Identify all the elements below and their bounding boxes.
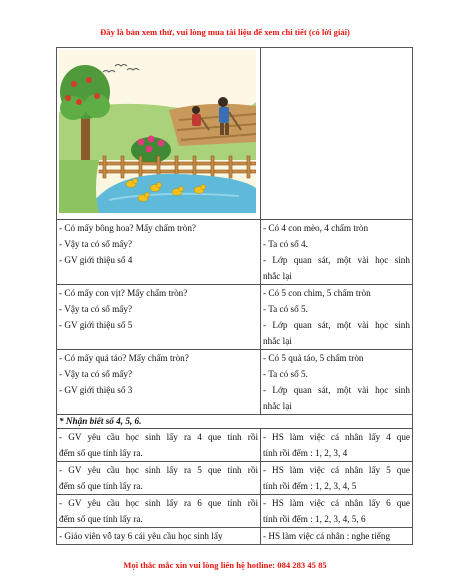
- section-heading-row: [57, 415, 413, 429]
- activity-row: [57, 495, 413, 528]
- preview-notice: Đây là bản xem thử, vui lòng mua tài liệu để xem chi tiết (có lời giải): [100, 27, 350, 37]
- text-line: nhắc lại: [263, 336, 292, 346]
- empty-cell: [261, 48, 413, 220]
- hotline-notice: Mọi thắc mắc xin vui lòng liên hệ hotline: 084 283 45 85: [123, 560, 327, 570]
- text-line: đếm số que tính lấy ra.: [59, 448, 143, 458]
- teacher-cell: [57, 285, 261, 350]
- teacher-cell: [57, 350, 261, 415]
- text-line: - Giáo viên vỗ tay 6 cái yêu cầu học sinh lấy: [59, 531, 223, 541]
- text-line: - Có mấy bông hoa? Mấy chấm tròn?: [59, 223, 197, 233]
- question-row: [57, 220, 413, 285]
- text-line: - GV yêu cầu học sinh lấy ra 6 que tính rồi: [59, 498, 258, 508]
- question-row: [57, 285, 413, 350]
- text-line: đếm số que tính lấy ra.: [59, 514, 143, 524]
- text-line: - GV giới thiệu số 3: [59, 385, 133, 395]
- text-line: - Vậy ta có số mấy?: [59, 239, 133, 249]
- text-line: tính rồi đếm : 1, 2, 3, 4, 5: [263, 481, 357, 491]
- student-cell: [261, 429, 413, 462]
- text-line: - Có mấy con vịt? Mấy chấm tròn?: [59, 288, 188, 298]
- student-cell: [261, 528, 413, 545]
- text-line: - HS làm việc cá nhân lấy 4 que: [263, 432, 410, 442]
- text-line: tính rồi đếm : 1, 2, 3, 4: [263, 448, 348, 458]
- teacher-cell: [57, 220, 261, 285]
- teacher-cell: [57, 462, 261, 495]
- text-line: - Có 5 quả táo, 5 chấm tròn: [263, 353, 364, 363]
- text-line: - Ta có số 5.: [263, 304, 308, 314]
- text-line: - Có mấy quả táo? Mấy chấm tròn?: [59, 353, 189, 363]
- garden-illustration: [59, 50, 256, 213]
- text-line: đếm số que tính lấy ra.: [59, 481, 143, 491]
- text-line: nhắc lại: [263, 271, 292, 281]
- teacher-cell: [57, 495, 261, 528]
- question-row: [57, 350, 413, 415]
- text-line: - Ta có số 5.: [263, 369, 308, 379]
- activity-row: [57, 429, 413, 462]
- teacher-cell: [57, 429, 261, 462]
- lesson-table: [56, 47, 413, 545]
- text-line: - Lớp quan sát, một vài học sinh: [263, 320, 410, 330]
- section-heading: * Nhận biết số 4, 5, 6.: [57, 415, 413, 429]
- text-line: - HS làm việc cá nhân : nghe tiếng: [263, 531, 391, 541]
- teacher-cell: [57, 528, 261, 545]
- text-line: - HS làm việc cá nhân lấy 5 que: [263, 465, 410, 475]
- text-line: - GV yêu cầu học sinh lấy ra 5 que tính rồi: [59, 465, 258, 475]
- student-cell: [261, 495, 413, 528]
- activity-row: [57, 462, 413, 495]
- text-line: - GV giới thiệu số 4: [59, 255, 133, 265]
- text-line: - HS làm việc cá nhân lấy 6 que: [263, 498, 410, 508]
- text-line: nhắc lại: [263, 401, 292, 411]
- text-line: - GV yêu cầu học sinh lấy ra 4 que tính rồi: [59, 432, 258, 442]
- text-line: - Có 5 con chim, 5 chấm tròn: [263, 288, 371, 298]
- student-cell: [261, 462, 413, 495]
- text-line: tính rồi đếm : 1, 2, 3, 4, 5, 6: [263, 514, 366, 524]
- text-line: - Ta có số 4.: [263, 239, 308, 249]
- text-line: - Lớp quan sát, một vài học sinh: [263, 385, 410, 395]
- text-line: - Vậy ta có số mấy?: [59, 369, 133, 379]
- student-cell: [261, 220, 413, 285]
- activity-row: [57, 528, 413, 545]
- text-line: - Lớp quan sát, một vài học sinh: [263, 255, 410, 265]
- text-line: - Vậy ta có số mấy?: [59, 304, 133, 314]
- student-cell: [261, 285, 413, 350]
- picture-row: [57, 48, 413, 220]
- picture-cell: [57, 48, 261, 220]
- text-line: - Có 4 con mèo, 4 chấm tròn: [263, 223, 369, 233]
- student-cell: [261, 350, 413, 415]
- text-line: - GV giới thiệu số 5: [59, 320, 133, 330]
